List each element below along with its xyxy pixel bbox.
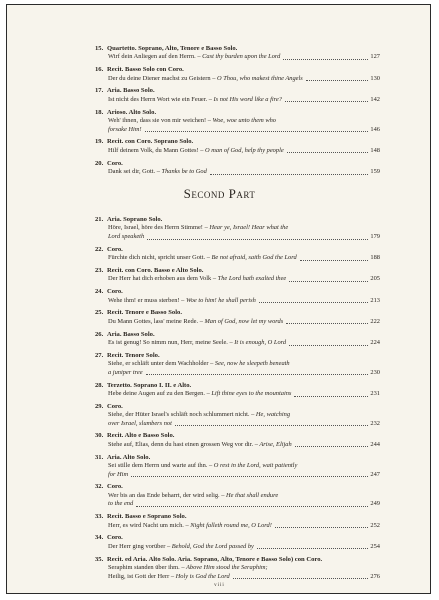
entry-heading xyxy=(95,513,380,521)
entry-text xyxy=(108,126,142,135)
german-title: Seraphim standen über ihm. xyxy=(108,564,180,571)
english-title: – Behold, God the Lord passed by xyxy=(166,542,254,550)
entry-heading xyxy=(95,534,380,542)
index-entry xyxy=(95,483,380,509)
entry-number: 16. xyxy=(95,66,104,74)
page-ref: 254 xyxy=(370,542,380,550)
page-ref: 249 xyxy=(370,500,380,508)
entry-heading-text: Coro. xyxy=(107,402,123,410)
entry-line xyxy=(95,147,380,156)
english-title: – Is not His word like a fire? xyxy=(208,95,282,103)
entry-line xyxy=(95,441,380,450)
entry-text xyxy=(108,318,283,327)
entry-heading-text: Terzetto. Soprano I. II. e Alto. xyxy=(107,381,192,389)
english-title: – Lift thine eyes to the mountains xyxy=(206,389,292,397)
entry-line xyxy=(95,360,380,369)
entry-line xyxy=(95,96,380,105)
index-entry xyxy=(95,382,380,399)
english-title: over Israel, slumbers not xyxy=(108,419,172,427)
entry-heading-text: Recit. con Coro. Basso e Alto Solo. xyxy=(107,266,204,274)
english-title: – Woe, woe unto them who xyxy=(207,116,276,124)
english-title: – See, now he sleepeth beneath xyxy=(210,360,290,368)
entry-number: 21. xyxy=(95,216,104,223)
english-title: – He that shall endure xyxy=(221,491,279,499)
entry-line xyxy=(95,500,380,509)
entry-text xyxy=(108,168,207,177)
entry-heading xyxy=(95,331,380,339)
entry-text xyxy=(108,75,303,84)
german-title: Der Herr ging vorüber xyxy=(108,542,166,550)
german-title: Stehe auf, Elias, denn du hast einen grossen Weg vor dir. xyxy=(108,440,254,448)
section-title: Second Part xyxy=(183,186,256,201)
german-title: Hilf deinem Volk, du Mann Gottes! xyxy=(108,146,199,154)
entry-heading xyxy=(95,403,380,411)
german-title: Siehe, der Hüter Israel's schläft noch schlummert nicht. xyxy=(108,411,250,419)
english-title: a juniper tree xyxy=(108,368,143,376)
entry-line xyxy=(95,369,380,378)
index-entry xyxy=(95,66,380,83)
entry-text xyxy=(108,53,280,62)
english-title: – Holy is God the Lord xyxy=(170,572,230,580)
entry-heading xyxy=(95,160,380,168)
leader-dots xyxy=(146,374,369,375)
leader-dots xyxy=(210,174,369,175)
entry-heading xyxy=(95,87,380,95)
entry-heading xyxy=(95,216,380,224)
entry-heading xyxy=(95,246,380,254)
index-entry xyxy=(95,309,380,326)
leader-dots xyxy=(145,131,369,132)
page-ref: 232 xyxy=(370,419,380,427)
entry-line xyxy=(95,543,380,552)
english-title: Lord speaketh xyxy=(108,233,145,240)
entry-heading-text: Aria. Basso Solo. xyxy=(107,87,155,95)
german-title: Du Mann Gottes, lass' meine Rede. xyxy=(108,317,199,325)
index-entry xyxy=(95,109,380,135)
english-title: – It is enough, O Lord xyxy=(229,338,287,346)
german-title: Hebe deine Augen auf zu den Bergen. xyxy=(108,389,205,397)
entry-heading xyxy=(95,66,380,74)
entry-heading-text: Coro. xyxy=(107,288,123,296)
entry-heading-text: Coro. xyxy=(107,159,123,167)
entry-line xyxy=(95,390,380,399)
entry-line xyxy=(95,420,380,429)
index-entry xyxy=(95,138,380,155)
entry-number: 24. xyxy=(95,288,104,296)
entry-number: 34. xyxy=(95,534,104,542)
leader-dots xyxy=(306,80,369,81)
german-title: Weh' ihnen, dass sie von mir weichen! xyxy=(108,116,207,124)
page-ref: 247 xyxy=(370,470,380,478)
entry-heading-text: Recit. con Coro. Soprano Solo. xyxy=(107,138,194,146)
page-ref: 142 xyxy=(370,95,380,103)
page-ref: 188 xyxy=(370,254,380,262)
page-ref: 222 xyxy=(370,317,380,325)
entry-text xyxy=(108,471,128,480)
entry-text xyxy=(108,297,256,306)
entry-text xyxy=(108,147,284,156)
german-title: Fürchte dich nicht, spricht unser Gott. xyxy=(108,254,206,262)
entry-text xyxy=(108,224,288,233)
entry-line xyxy=(95,522,380,531)
entry-heading-text: Aria. Basso Solo. xyxy=(107,330,155,338)
leader-dots xyxy=(259,302,369,303)
page-ref: 148 xyxy=(370,146,380,154)
page-ref: 252 xyxy=(370,521,380,529)
entry-text xyxy=(108,411,290,420)
leader-dots xyxy=(294,396,368,397)
index-entry xyxy=(95,534,380,551)
german-title: Herr, es wird Nacht um mich. xyxy=(108,521,184,529)
german-title: Wer bis an das Ende beharrt, der wird selig. xyxy=(108,491,220,499)
entry-line xyxy=(95,224,380,233)
entry-text xyxy=(108,117,276,126)
entry-number: 28. xyxy=(95,381,104,389)
page-ref: 224 xyxy=(370,338,380,346)
entry-text xyxy=(108,500,133,509)
index-entry xyxy=(95,331,380,348)
entry-heading-text: Recit. Tenore e Basso Solo. xyxy=(107,309,182,317)
entry-number: 32. xyxy=(95,483,104,491)
entry-number: 20. xyxy=(95,159,104,167)
entry-heading xyxy=(95,432,380,440)
english-title: – O rest in the Lord, wait patiently xyxy=(209,462,298,470)
entry-line xyxy=(95,297,380,306)
english-title: – Hear ye, Israel! Hear what the xyxy=(204,224,289,232)
index-entry xyxy=(95,432,380,449)
english-title: – O Thou, who makest thine Angels xyxy=(212,74,303,82)
entry-number: 17. xyxy=(95,87,104,95)
leader-dots xyxy=(257,548,369,549)
page-ref: 244 xyxy=(370,440,380,448)
english-title: – Night falleth round me, O Lord! xyxy=(185,521,272,529)
entry-line xyxy=(95,53,380,62)
entry-number: 18. xyxy=(95,108,104,116)
entry-heading-text: Recit. Alto e Basso Solo. xyxy=(107,432,175,440)
entry-number: 26. xyxy=(95,330,104,338)
index-entry xyxy=(95,513,380,530)
entry-heading xyxy=(95,45,380,53)
entry-number: 22. xyxy=(95,245,104,253)
entry-text xyxy=(108,360,290,369)
entry-line xyxy=(95,339,380,348)
page-number: viii xyxy=(214,583,225,588)
entry-text xyxy=(108,441,292,450)
english-title: for Him xyxy=(108,470,129,478)
entry-number: 33. xyxy=(95,513,104,521)
entry-heading-text: Arioso. Alto Solo. xyxy=(107,108,157,116)
entry-heading-text: Aria. Soprano Solo. xyxy=(107,216,163,223)
english-title: – Cast thy burden upon the Lord xyxy=(197,53,281,61)
german-title: Sei stille dem Herrn und warte auf ihn. xyxy=(108,462,208,470)
page-ref: 127 xyxy=(370,53,380,61)
entry-heading xyxy=(95,109,380,117)
entry-text xyxy=(108,339,286,348)
entry-text xyxy=(108,462,297,471)
leader-dots xyxy=(275,527,369,528)
entry-line xyxy=(95,254,380,263)
entry-line xyxy=(95,75,380,84)
entry-line xyxy=(95,126,380,135)
leader-dots xyxy=(283,59,368,60)
index-entry xyxy=(95,556,380,582)
german-title: Ist nicht des Herrn Wort wie ein Feuer. xyxy=(108,95,208,103)
english-title: – Above Him stood the Seraphim; xyxy=(181,564,268,571)
page-ref: 231 xyxy=(370,389,380,397)
entry-text xyxy=(108,564,268,573)
entry-heading-text: Recit. Tenore Solo. xyxy=(107,351,160,359)
page-ref: 159 xyxy=(370,167,380,175)
leader-dots xyxy=(289,345,368,346)
entry-number: 25. xyxy=(95,309,104,317)
page-ref: 213 xyxy=(370,296,380,304)
entry-number: 31. xyxy=(95,453,104,461)
entry-text xyxy=(108,573,230,582)
entry-line xyxy=(95,318,380,327)
entry-text xyxy=(108,492,278,501)
second-part-list xyxy=(95,216,380,585)
entry-heading xyxy=(95,556,380,564)
german-title: Höre, Israel, höre des Herrn Stimme! xyxy=(108,224,203,232)
english-title: forsake Him! xyxy=(108,125,142,133)
english-title: – O man of God, help thy people xyxy=(200,146,284,154)
page-ref: 130 xyxy=(370,74,380,82)
entry-line xyxy=(95,275,380,284)
page-ref: 205 xyxy=(370,275,380,283)
english-title: – Woe to him! he shall perish xyxy=(181,296,256,304)
leader-dots xyxy=(285,101,368,102)
english-title: – Be not afraid, saith God the Lord xyxy=(206,254,297,262)
entry-line xyxy=(95,492,380,501)
entry-heading-text: Recit. Basso Solo con Coro. xyxy=(107,66,184,74)
index-entry xyxy=(95,352,380,378)
entry-heading-text: Coro. xyxy=(107,483,123,491)
entry-number: 15. xyxy=(95,45,104,52)
index-entry xyxy=(95,267,380,284)
index-entry xyxy=(95,216,380,242)
entry-number: 35. xyxy=(95,555,104,563)
entry-text xyxy=(108,390,291,399)
english-title: – Thanks be to God xyxy=(156,167,207,175)
entry-text xyxy=(108,254,297,263)
english-title: – He, watching xyxy=(251,411,291,419)
first-part-list xyxy=(95,45,380,181)
index-entry xyxy=(95,288,380,305)
entry-number: 29. xyxy=(95,402,104,410)
page-ref: 276 xyxy=(370,572,380,580)
entry-heading-text: Recit. Basso e Soprano Solo. xyxy=(107,513,187,521)
german-title: Es ist genug! So nimm nun, Herr, meine Seele. xyxy=(108,338,228,346)
entry-heading-text: Aria. Alto Solo. xyxy=(107,453,151,461)
german-title: Siehe, er schläft unter dem Wachholder xyxy=(108,360,209,368)
entry-heading xyxy=(95,309,380,317)
leader-dots xyxy=(147,239,368,240)
german-title: Der du deine Diener machst zu Geistern xyxy=(108,74,211,82)
page-ref: 179 xyxy=(370,233,380,240)
entry-heading xyxy=(95,454,380,462)
entry-line xyxy=(95,462,380,471)
entry-heading xyxy=(95,138,380,146)
entry-heading xyxy=(95,267,380,275)
english-title: – Arise, Elijah xyxy=(254,440,292,448)
entry-text xyxy=(108,522,272,531)
german-title: Dank sei dir, Gott. xyxy=(108,167,156,175)
leader-dots xyxy=(286,323,368,324)
entry-line xyxy=(95,411,380,420)
leader-dots xyxy=(300,260,369,261)
entry-heading xyxy=(95,352,380,360)
entry-text xyxy=(108,96,282,105)
index-entry xyxy=(95,160,380,177)
index-entry xyxy=(95,87,380,104)
entry-heading-text: Coro. xyxy=(107,534,123,542)
entry-text xyxy=(108,369,143,378)
leader-dots xyxy=(289,281,368,282)
entry-text xyxy=(108,275,286,284)
english-title: – Man of God, now let my words xyxy=(199,317,284,325)
entry-heading xyxy=(95,483,380,491)
entry-line xyxy=(95,117,380,126)
page-ref: 230 xyxy=(370,368,380,376)
leader-dots xyxy=(131,476,368,477)
entry-line xyxy=(95,168,380,177)
german-title: Heilig, ist Gott der Herr xyxy=(108,572,170,580)
entry-line xyxy=(95,471,380,480)
entry-text xyxy=(108,233,144,242)
entry-text xyxy=(108,543,254,552)
leader-dots xyxy=(233,578,369,579)
entry-line xyxy=(95,233,380,242)
german-title: Wirf dein Anliegen auf den Herrn. xyxy=(108,53,196,61)
entry-number: 23. xyxy=(95,266,104,274)
leader-dots xyxy=(175,425,369,426)
german-title: Wehe ihm! er muss sterben! xyxy=(108,296,180,304)
leader-dots xyxy=(136,506,368,507)
page-ref: 146 xyxy=(370,125,380,133)
entry-number: 19. xyxy=(95,138,104,146)
index-entry xyxy=(95,246,380,263)
index-entry xyxy=(95,454,380,480)
leader-dots xyxy=(295,446,369,447)
index-entry xyxy=(95,403,380,429)
index-entry xyxy=(95,45,380,62)
entry-heading-text: Coro. xyxy=(107,245,123,253)
entry-number: 30. xyxy=(95,432,104,440)
entry-heading-text: Recit. ed Aria. Alto Solo. Aria. Soprano, Alto, Tenore e Basso Solo) con Coro. xyxy=(107,555,323,563)
entry-line xyxy=(95,564,380,573)
entry-heading xyxy=(95,288,380,296)
entry-number: 27. xyxy=(95,351,104,359)
english-title: to the end xyxy=(108,500,134,508)
german-title: Der Herr hat dich erhoben aus dem Volk xyxy=(108,275,212,283)
score-index-page xyxy=(6,4,431,594)
english-title: – The Lord hath exalted thee xyxy=(212,275,287,283)
entry-heading-text: Quartetto. Soprano, Alto, Tenore e Basso Solo. xyxy=(107,45,238,52)
entry-line xyxy=(95,573,380,582)
entry-heading xyxy=(95,382,380,390)
leader-dots xyxy=(287,152,369,153)
entry-text xyxy=(108,420,172,429)
